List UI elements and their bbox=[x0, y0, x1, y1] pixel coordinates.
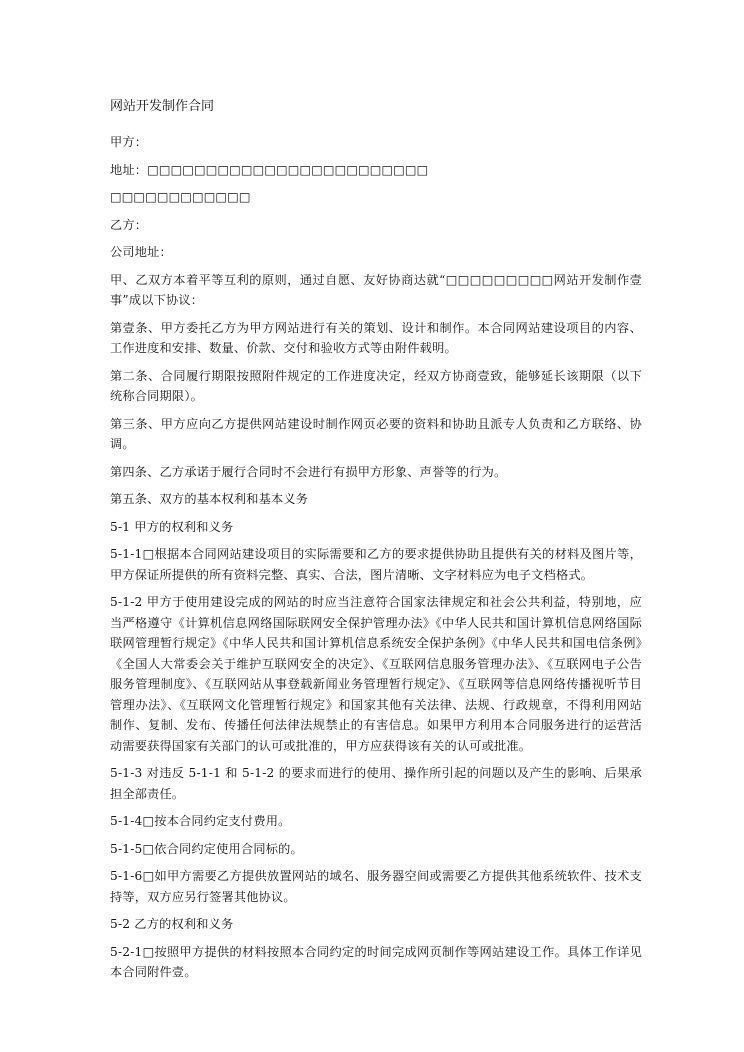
section-5-2-heading: 5-2 乙方的权利和义务 bbox=[110, 917, 234, 931]
party-a-label: 甲方： bbox=[110, 135, 148, 149]
clause-5-2-1: 5-2-1□按照甲方提供的材料按照本合同约定的时间完成网页制作等网站建设工作。具体工作详见本合同附件壹。 bbox=[110, 944, 642, 979]
section-5-1-heading: 5-1 甲方的权利和义务 bbox=[110, 519, 234, 534]
party-a-address-continued: □□□□□□□□□□□□ bbox=[110, 190, 251, 204]
document-body bbox=[110, 97, 642, 990]
document-title: 网站开发制作合同 bbox=[110, 99, 215, 114]
article-3: 第三条、甲方应向乙方提供网站建设时制作网页必要的资料和协助且派专人负责和乙方联络、协调。 bbox=[110, 416, 642, 451]
party-a-address: 地址：□□□□□□□□□□□□□□□□□□□□□□□□ bbox=[110, 162, 429, 177]
clause-5-1-4: 5-1-4□按本合同约定支付费用。 bbox=[110, 814, 291, 828]
article-1: 第壹条、甲方委托乙方为甲方网站进行有关的策划、设计和制作。本合同网站建设项目的内容、工作进度和安排、数量、价款、交付和验收方式等由附件载明。 bbox=[110, 320, 642, 355]
clause-5-1-6: 5-1-6□如甲方需要乙方提供放置网站的域名、服务器空间或需要乙方提供其他系统软件、技术支持等，双方应另行签署其他协议。 bbox=[110, 869, 642, 904]
article-5-heading: 第五条、双方的基本权利和基本义务 bbox=[110, 492, 309, 506]
clause-5-1-1: 5-1-1□根据本合同网站建设项目的实际需要和乙方的要求提供协助且提供有关的材料及图片等，甲方保证所提供的所有资料完整、真实、合法，图片清晰、文字材料应为电子文档格式。 bbox=[110, 547, 642, 582]
clause-5-1-5: 5-1-5□依合同约定使用合同标的。 bbox=[110, 841, 303, 856]
article-2: 第二条、合同履行期限按照附件规定的工作进度决定，经双方协商壹致，能够延长该期限（以下统称合同期限）。 bbox=[110, 368, 642, 403]
party-b-address: 公司地址： bbox=[110, 245, 172, 259]
clause-5-1-2: 5-1-2 甲方于使用建设完成的网站的时应当注意符合国家法律规定和社会公共利益，特别地，应当严格遵守《计算机信息网络国际联网安全保护管理办法》《中华人民共和国计算机信息网络国际联网管理暂行规定》《中华人民共和国计算机信息系统安全保护条例》《中华人民共和国电信条例》《全国人大常委会关于维护互联网安全的决定》、《互联网信息服务管理办法》、《互联网电子公告服务管理制度》、《互联网站从事登载新闻业务管理暂行规定》、《互联网等信息网络传播视听节目管理办法》、《互联网文化管理暂行规定》和国家其他有关法律、法规、行政规章，不得利用网站制作、复制、发布、传播任何法律法规禁止的有害信息。如果甲方利用本合同服务进行的运营活动需要获得国家有关部门的认可或批准的，甲方应获得该有关的认可或批准。 bbox=[110, 595, 642, 753]
article-4: 第四条、乙方承诺于履行合同时不会进行有损甲方形象、声誉等的行为。 bbox=[110, 464, 507, 479]
party-b-label: 乙方： bbox=[110, 217, 148, 232]
preamble-paragraph: 甲、乙双方本着平等互利的原则，通过自愿、友好协商达就“□□□□□□□□□网站开发制作壹事”成以下协议： bbox=[110, 272, 642, 307]
clause-5-1-3: 5-1-3 对违反 5-1-1 和 5-1-2 的要求而进行的使用、操作所引起的问题以及产生的影响、后果承担全部责任。 bbox=[110, 766, 642, 801]
